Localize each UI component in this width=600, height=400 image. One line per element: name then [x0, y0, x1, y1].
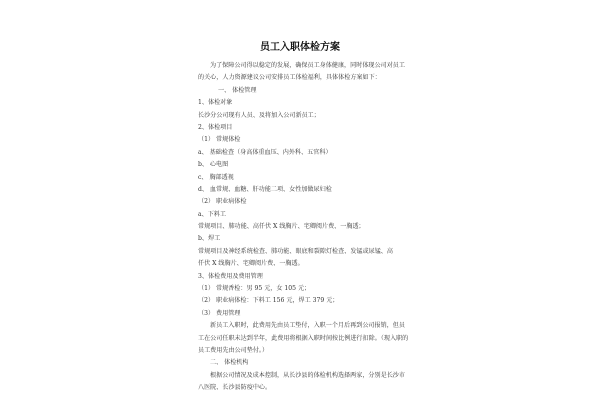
paragraph-line: 的关心，人力资源建议公司安排员工体检福利，具体体检方案如下： — [198, 74, 381, 82]
paragraph-line: 新员工入职时，此费用先由员工垫付，入职一个月后再到公司报销，但员 — [210, 322, 405, 330]
paragraph-line: 仟伏 X 线胸片、宅卿阅片费、一胸透。 — [198, 260, 304, 268]
document-body — [198, 60, 408, 395]
subsection-heading: 1、体检对象 — [198, 99, 233, 107]
list-item: （1） 常规香检：男 95 元，女 105 元； — [198, 285, 311, 293]
list-item: （3） 费用管理 — [198, 309, 241, 317]
paragraph-line: 长沙分公司现有人员、及将加入公司新员工； — [198, 111, 320, 119]
list-item: b、 心电图 — [198, 161, 229, 169]
paragraph-line: 常规项目及神经系统检查、肺功能、眼底和裂隙灯检查、发锰或尿锰、高 — [198, 247, 393, 255]
list-item: d、 血常规、血糖、肝功能二项、女性加做尿妇检 — [198, 185, 332, 193]
paragraph-line: 工在公司任职未达到半年，此费用将根据入职时间按比例进行扣除。（现入职的 — [198, 334, 408, 342]
list-item: c、 胸部透视 — [198, 173, 234, 181]
paragraph-line: 为了保障公司得以稳定的发展，确保员工身体健康，同时体现公司对员工 — [210, 62, 405, 69]
paragraph-line: 常规项目、肺功能、高仟伏 X 线胸片、宅卿阅片费、一胸透； — [198, 223, 365, 231]
list-item: a、下料工 — [198, 210, 227, 218]
paragraph-line: 根据公司情况及成本控制，从长沙县的体检机构选择两家，分别是长沙市 — [210, 371, 405, 379]
paragraph-line: 员工费用先由公司垫付。） — [198, 346, 269, 354]
document-title: 员工入职体检方案 — [260, 42, 340, 53]
list-item: b、焊工 — [198, 235, 221, 243]
subsection-heading: 2、体检项目 — [198, 123, 233, 131]
list-item: a、 基础检查（身高体重血压、内外科、五官科） — [198, 148, 332, 156]
list-item: （1） 常规体检 — [198, 136, 241, 144]
paragraph-line: 八医院、长沙县防疫中心。 — [198, 384, 272, 392]
section-heading: 一、 体检管理 — [218, 86, 257, 94]
list-item: （2） 职业病体检：下料工 156 元，焊工 379 元； — [198, 297, 339, 305]
subsection-heading: 3、体检费用及费用管理 — [198, 272, 263, 280]
list-item: （2） 职业病体检 — [198, 198, 247, 206]
section-heading: 二、 体检机构 — [210, 359, 249, 367]
